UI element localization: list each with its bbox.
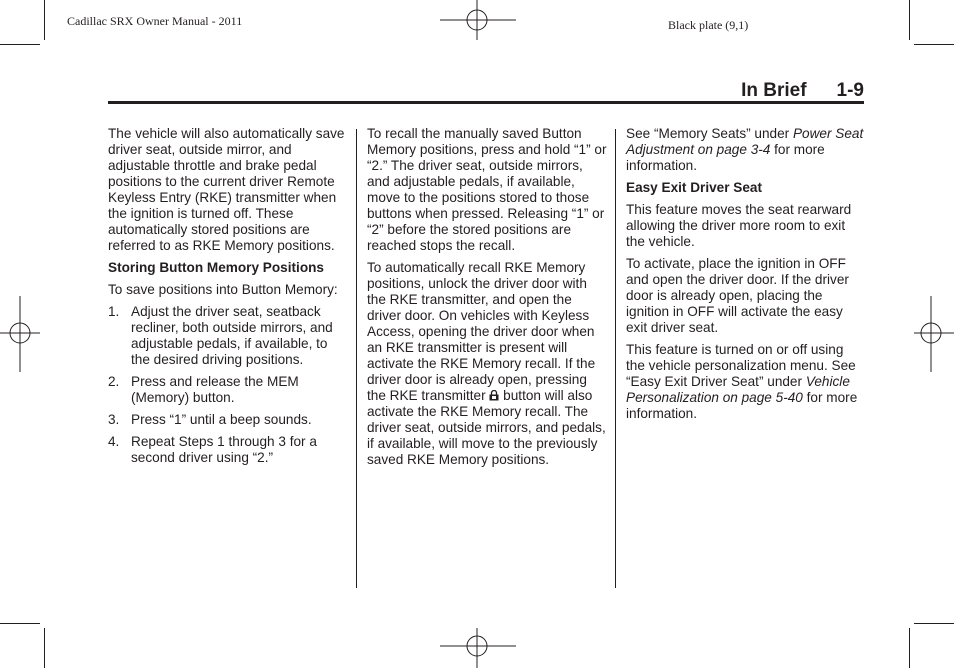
step-text: Adjust the driver seat, seatback recliner, both outside mirrors, and adjustable pedals, if available, to the desired driving positions. xyxy=(131,304,333,367)
section-header xyxy=(741,80,864,102)
auto-recall-text-after: button will also activate the RKE Memory recall. The driver seat, outside mirrors, and pedals, if available, will move to the previously saved RKE Memory positions. xyxy=(367,388,606,467)
registration-mark-left xyxy=(0,296,40,372)
trim-mark-bl-v xyxy=(44,628,45,668)
easy-exit-paragraph-1: This feature moves the seat rearward allowing the driver more room to exit the vehicle. xyxy=(626,202,852,249)
see-paragraph xyxy=(626,126,866,174)
cross-reference-link[interactable]: Power Seat Adjustment on page 3-4 xyxy=(626,126,864,157)
step-number: 3. xyxy=(108,412,120,427)
plate-label: Black plate (9,1) xyxy=(668,18,749,32)
trim-mark-bl-h xyxy=(0,623,40,624)
cross-reference-link[interactable]: Vehicle Personalization on page 5-40 xyxy=(626,374,850,405)
steps-list xyxy=(108,304,348,466)
auto-recall-paragraph xyxy=(367,260,607,468)
list-item xyxy=(108,374,348,406)
header-rule xyxy=(108,101,864,104)
list-item xyxy=(108,412,348,428)
subheading-easy-exit: Easy Exit Driver Seat xyxy=(626,180,763,195)
step-text: Press “1” until a beep sounds. xyxy=(131,412,312,427)
page-number: 1-9 xyxy=(836,80,864,101)
trim-mark-tr-h xyxy=(914,44,954,45)
see-text: See “Memory Seats” under xyxy=(626,126,790,141)
intro-paragraph: The vehicle will also automatically save driver seat, outside mirror, and adjustable throttle and brake pedal positions to the current driver Remote Keyless Entry (RKE) transmitter when the ignition is turned off. These automatically stored positions are referred to as RKE Memory positions. xyxy=(108,126,345,253)
subheading-storing: Storing Button Memory Positions xyxy=(108,260,324,275)
see-text-after: for more information. xyxy=(626,142,825,173)
manual-title: Cadillac SRX Owner Manual - 2011 xyxy=(67,14,243,28)
list-item xyxy=(108,434,348,466)
step-number: 4. xyxy=(108,434,120,449)
p3-text: This feature is turned on or off using the vehicle personalization menu. See “Easy Exit Driver Seat” under xyxy=(626,342,856,389)
auto-recall-text-before: To automatically recall RKE Memory positions, unlock the driver door with the RKE transmitter, and open the driver door. On vehicles with Keyless Access, opening the driver door when an RKE transmitter is present will activate the RKE Memory recall. If the driver door is already open, pressing the RKE transmitter xyxy=(367,260,596,403)
easy-exit-paragraph-2: To activate, place the ignition in OFF and open the driver door. If the driver door is already open, placing the ignition in OFF will activate the easy exit driver seat. xyxy=(626,256,849,335)
section-title: In Brief xyxy=(741,80,807,101)
easy-exit-paragraph-3 xyxy=(626,342,866,422)
trim-mark-br-h xyxy=(914,623,954,624)
step-text: Repeat Steps 1 through 3 for a second driver using “2.” xyxy=(131,434,317,465)
registration-mark-top xyxy=(440,0,516,40)
trim-mark-tl-h xyxy=(0,44,40,45)
lead-paragraph: To save positions into Button Memory: xyxy=(108,282,338,297)
registration-mark-right xyxy=(914,296,954,372)
step-number: 2. xyxy=(108,374,120,389)
column-1 xyxy=(108,126,348,472)
column-3 xyxy=(626,126,866,428)
p3-text-after: for more information. xyxy=(626,390,858,421)
unlock-icon xyxy=(489,390,499,401)
column-divider-1 xyxy=(356,129,357,588)
trim-mark-tl-v xyxy=(44,0,45,40)
recall-paragraph: To recall the manually saved Button Memory positions, press and hold “1” or “2.” The driver seat, outside mirrors, and adjustable pedals, if available, move to the positions stored to those buttons when pressed. Releasing “1” or “2” before the stored positions are reached stops the recall. xyxy=(367,126,607,253)
column-2 xyxy=(367,126,607,474)
trim-mark-tr-v xyxy=(909,0,910,40)
column-divider-2 xyxy=(615,129,616,588)
list-item xyxy=(108,304,348,368)
step-number: 1. xyxy=(108,304,120,319)
step-text: Press and release the MEM (Memory) button. xyxy=(131,374,299,405)
registration-mark-bottom xyxy=(440,628,516,668)
trim-mark-br-v xyxy=(909,628,910,668)
